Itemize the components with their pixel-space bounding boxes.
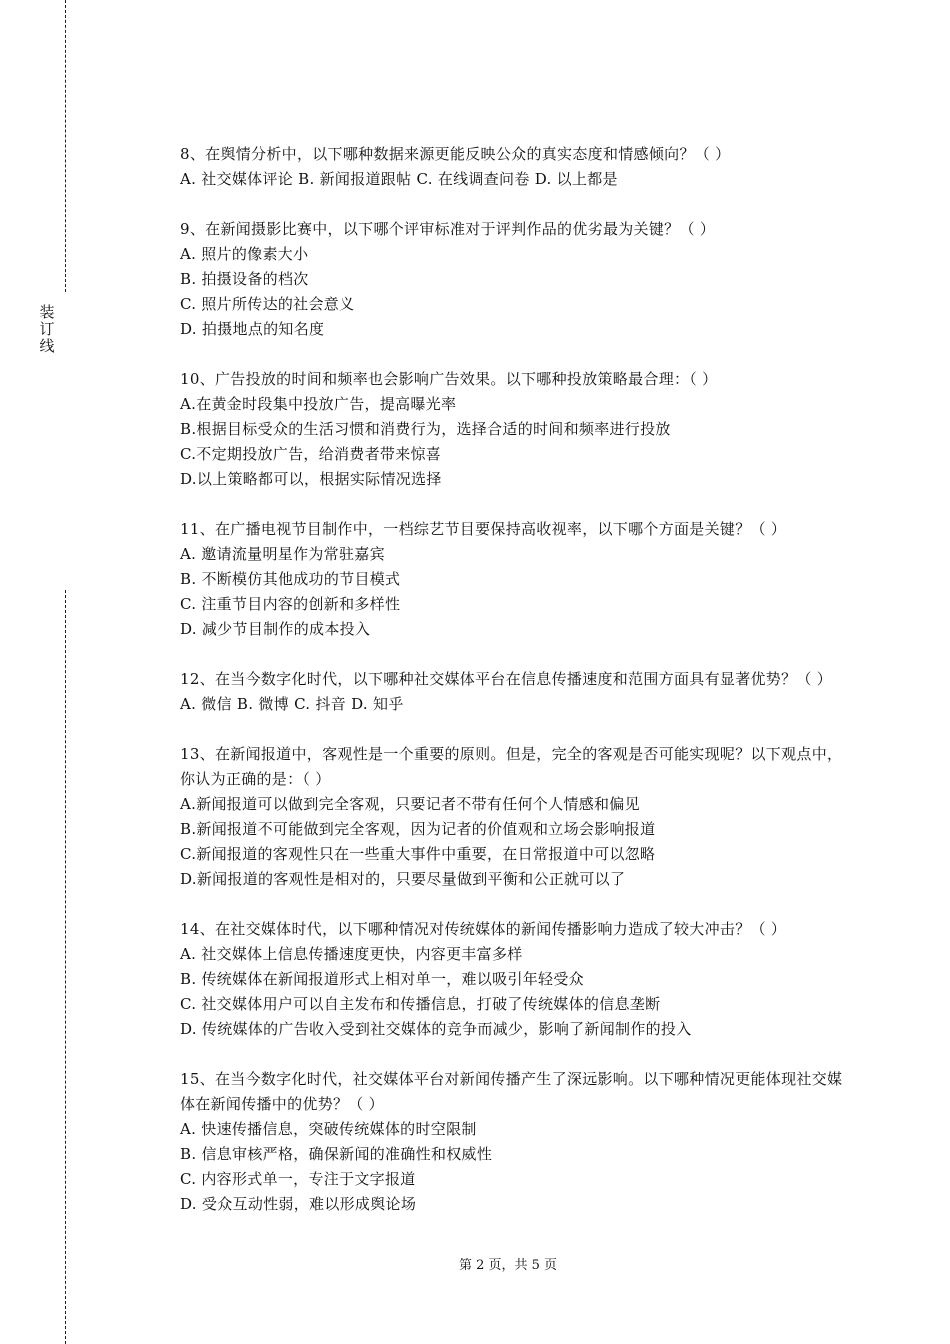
question-title: 12、在当今数字化时代，以下哪种社交媒体平台在信息传播速度和范围方面具有显著优势？（ ） (180, 670, 833, 688)
question-option: D.新闻报道的客观性是相对的，只要尽量做到平衡和公正就可以了 (180, 870, 626, 888)
question-13 (180, 742, 845, 892)
question-option: C.不定期投放广告，给消费者带来惊喜 (180, 445, 442, 463)
question-option: A.新闻报道可以做到完全客观，只要记者不带有任何个人情感和偏见 (180, 795, 640, 813)
question-title: 13、在新闻报道中，客观性是一个重要的原则。但是，完全的客观是否可能实现呢？以下观点中，你认为正确的是：（ ） (180, 745, 843, 788)
question-title: 15、在当今数字化时代，社交媒体平台对新闻传播产生了深远影响。以下哪种情况更能体现社交媒体在新闻传播中的优势？（ ） (180, 1070, 843, 1113)
question-option: A. 邀请流量明星作为常驻嘉宾 (180, 545, 385, 563)
question-list (180, 142, 845, 1242)
question-option: D.以上策略都可以，根据实际情况选择 (180, 470, 442, 488)
question-11 (180, 517, 845, 642)
question-14 (180, 917, 845, 1042)
question-title: 9、在新闻摄影比赛中，以下哪个评审标准对于评判作品的优劣最为关键？（ ） (180, 220, 716, 238)
question-option: B. 传统媒体在新闻报道形式上相对单一，难以吸引年轻受众 (180, 970, 584, 988)
question-option: A. 照片的像素大小 (180, 245, 309, 263)
question-option: D. 减少节目制作的成本投入 (180, 620, 371, 638)
question-option: C.新闻报道的客观性只在一些重大事件中重要，在日常报道中可以忽略 (180, 845, 656, 863)
question-12 (180, 667, 845, 717)
question-9 (180, 217, 845, 342)
question-option: B.根据目标受众的生活习惯和消费行为，选择合适的时间和频率进行投放 (180, 420, 671, 438)
question-8 (180, 142, 845, 192)
binding-dashed-line-bottom (65, 590, 66, 1344)
question-option: A.在黄金时段集中投放广告，提高曝光率 (180, 395, 457, 413)
question-option: A. 快速传播信息，突破传统媒体的时空限制 (180, 1120, 477, 1138)
binding-char: 订 (39, 320, 55, 338)
question-title: 11、在广播电视节目制作中，一档综艺节目要保持高收视率，以下哪个方面是关键？（ ） (180, 520, 787, 538)
question-option: D. 拍摄地点的知名度 (180, 320, 325, 338)
question-option: B. 拍摄设备的档次 (180, 270, 309, 288)
question-option: A. 社交媒体评论 B. 新闻报道跟帖 C. 在线调查问卷 D. 以上都是 (180, 170, 618, 188)
question-option: C. 注重节目内容的创新和多样性 (180, 595, 401, 613)
question-15 (180, 1067, 845, 1217)
question-option: D. 受众互动性弱，难以形成舆论场 (180, 1195, 417, 1213)
binding-char: 装 (39, 303, 55, 321)
question-option: B. 不断模仿其他成功的节目模式 (180, 570, 401, 588)
question-option: C. 内容形式单一，专注于文字报道 (180, 1170, 416, 1188)
question-title: 10、广告投放的时间和频率也会影响广告效果。以下哪种投放策略最合理：（ ） (180, 370, 718, 388)
question-option: C. 照片所传达的社会意义 (180, 295, 355, 313)
question-option: A. 微信 B. 微博 C. 抖音 D. 知乎 (180, 695, 404, 713)
binding-dashed-line-top (65, 0, 66, 292)
question-option: A. 社交媒体上信息传播速度更快，内容更丰富多样 (180, 945, 523, 963)
question-10 (180, 367, 845, 492)
question-title: 8、在舆情分析中，以下哪种数据来源更能反映公众的真实态度和情感倾向？（ ） (180, 145, 731, 163)
page-number-footer: 第 2 页，共 5 页 (458, 1258, 558, 1273)
question-option: B.新闻报道不可能做到完全客观，因为记者的价值观和立场会影响报道 (180, 820, 656, 838)
question-option: B. 信息审核严格，确保新闻的准确性和权威性 (180, 1145, 493, 1163)
question-option: D. 传统媒体的广告收入受到社交媒体的竞争而减少，影响了新闻制作的投入 (180, 1020, 692, 1038)
binding-line-label (37, 304, 57, 355)
binding-char: 线 (39, 337, 55, 355)
question-title: 14、在社交媒体时代，以下哪种情况对传统媒体的新闻传播影响力造成了较大冲击？（ ） (180, 920, 787, 938)
question-option: C. 社交媒体用户可以自主发布和传播信息，打破了传统媒体的信息垄断 (180, 995, 661, 1013)
